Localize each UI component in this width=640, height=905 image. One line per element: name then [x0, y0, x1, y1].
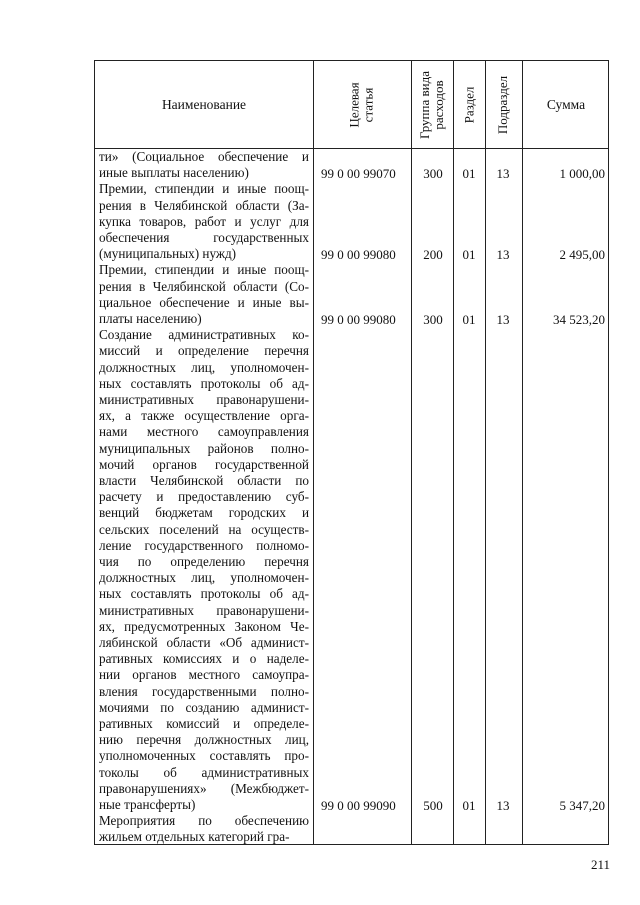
column-header-sum: Сумма: [546, 96, 586, 112]
row-text-line: токолы об административных: [99, 764, 309, 780]
row-sum: 34 523,20: [553, 312, 605, 327]
row-code: 99 0 00 99080: [321, 312, 396, 327]
row-sum: 5 347,20: [559, 798, 605, 813]
row-text-line: Мероприятия по обеспечению: [99, 813, 309, 829]
column-header-code: [313, 61, 411, 148]
column-header-name: Наименование: [161, 96, 247, 112]
row-text-line: расчету и предоставлению суб-: [99, 489, 309, 505]
row-text-line: муниципальных районов полно-: [99, 440, 309, 456]
row-text-line: ти» (Социальное обеспечение и: [99, 149, 309, 164]
row-text-line: должностных лиц, уполномочен-: [99, 570, 309, 586]
row-text-line: миссий и определение перечня: [99, 343, 309, 359]
column-divider: [522, 61, 523, 844]
row-text-line: мочий органов государственной: [99, 456, 309, 472]
row-text-line: министративных правонарушени-: [99, 392, 309, 407]
row-text-line: Создание административных ко-: [99, 327, 309, 343]
row-group: 300: [423, 166, 443, 182]
row-text-line: платы населению): [99, 311, 202, 326]
row-code: 99 0 00 99080: [321, 247, 396, 263]
row-section: 01: [462, 312, 476, 327]
row-text-line: ративных комиссиях и о наделе-: [99, 651, 309, 667]
row-text-line: купка товаров, работ и услуг для: [99, 213, 309, 229]
column-header-group: [411, 61, 453, 148]
row-text-line: правонарушениях» (Межбюджет-: [99, 780, 309, 796]
row-text-line: ных составлять протоколы об ад-: [99, 586, 309, 602]
row-group: 200: [423, 247, 443, 263]
row-text-line: чия по определению перечня: [99, 554, 309, 570]
row-text-line: обеспечения государственных: [99, 230, 309, 245]
row-text-line: власти Челябинской области по: [99, 473, 309, 489]
column-header-group-line2: расходов: [431, 79, 447, 130]
row-sum: 1 000,00: [559, 166, 605, 182]
row-section: 01: [462, 166, 476, 182]
row-text-line: мочиями по созданию админист-: [99, 699, 309, 715]
row-text-line: рения в Челябинской области (Со-: [99, 278, 309, 294]
column-header-group-line1: Группа вида: [417, 70, 433, 139]
table-row-text: [99, 262, 309, 327]
row-text-line: Премии, стипендии и иные поощ-: [99, 181, 309, 197]
row-text-line: ление государственного полномо-: [99, 537, 309, 553]
row-text-line: нию перечня должностных лиц,: [99, 732, 309, 748]
row-subsection: 13: [496, 166, 510, 182]
row-code: 99 0 00 99090: [321, 798, 396, 813]
row-text-line: ных составлять протоколы об ад-: [99, 375, 309, 391]
column-header-code-line1: Целевая: [346, 81, 362, 128]
row-text-line: циальное обеспечение и иные вы-: [99, 294, 309, 310]
row-text-line: ративных комиссий и определе-: [99, 716, 309, 732]
row-text-line: венций бюджетам городских и: [99, 505, 309, 521]
row-text-line: нии органов местного самоупра-: [99, 667, 309, 683]
row-text-line: должностных лиц, уполномочен-: [99, 359, 309, 375]
row-text-line: уполномоченных составлять про-: [99, 748, 309, 764]
table-row-text: [99, 327, 309, 813]
row-section: 01: [462, 798, 476, 813]
table-row-text: [99, 181, 309, 262]
row-subsection: 13: [496, 798, 510, 813]
page-number: 211: [590, 857, 610, 872]
row-text-line: ях, а также осуществление орга-: [99, 408, 309, 424]
row-text-line: ях, предусмотренных Законом Че-: [99, 618, 309, 634]
row-text-line: нами местного самоуправления: [99, 424, 309, 440]
column-divider: [313, 61, 314, 844]
column-divider: [411, 61, 412, 844]
row-subsection: 13: [496, 312, 510, 327]
row-text-line: ные трансферты): [99, 797, 196, 813]
row-text-line: (муниципальных) нужд): [99, 246, 237, 262]
column-header-code-line2: статья: [360, 87, 376, 122]
table-row-text: [99, 813, 309, 845]
budget-table: [94, 60, 609, 845]
row-text-line: Премии, стипендии и иные поощ-: [99, 262, 309, 278]
table-row-text: [99, 149, 309, 181]
column-header-section: Раздел: [461, 86, 476, 123]
row-text-line: сельских поселений на осуществ-: [99, 521, 309, 537]
row-text-line: министративных правонарушени-: [99, 602, 309, 618]
row-sum: 2 495,00: [559, 247, 605, 263]
row-group: 300: [423, 312, 443, 327]
row-text-line: иные выплаты населению): [99, 165, 249, 181]
row-subsection: 13: [496, 247, 510, 263]
column-header-subsection: Подраздел: [495, 75, 511, 134]
row-section: 01: [462, 247, 476, 263]
row-text-line: жильем отдельных категорий гра-: [99, 829, 290, 845]
row-text-line: рения в Челябинской области (За-: [99, 197, 309, 213]
row-text-line: вления государственными полно-: [99, 683, 309, 699]
row-text-line: лябинской области «Об админист-: [99, 635, 309, 651]
row-group: 500: [423, 798, 443, 813]
row-code: 99 0 00 99070: [321, 166, 396, 182]
